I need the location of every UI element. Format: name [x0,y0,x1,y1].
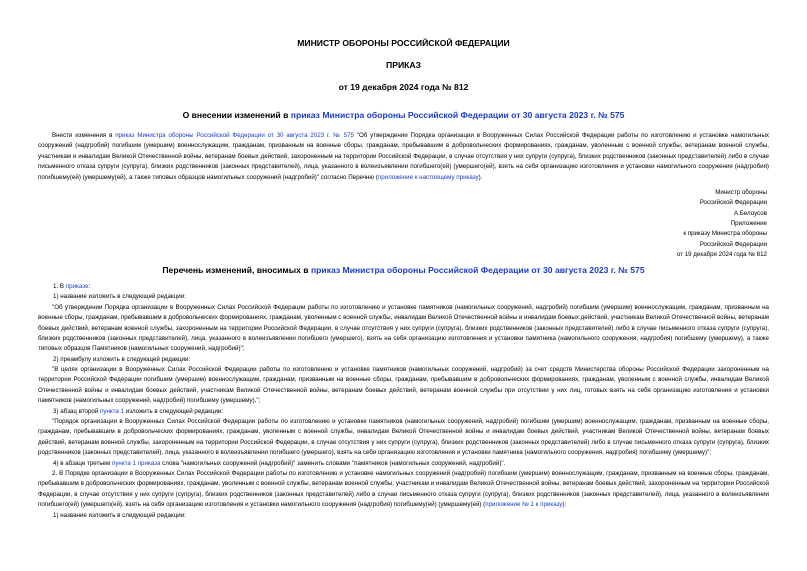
item-1-order-link[interactable]: приказе [65,283,89,291]
title-order-link[interactable]: приказ Министра обороны Российской Федерации от 30 августа 2023 г. № 575 [290,110,625,120]
document-title [38,93,769,121]
item-2-paragraph [38,469,769,511]
title-text: О внесении изменений в [182,110,291,120]
intro-appendix-link[interactable]: приложение к настоящему приказу [377,173,479,181]
changes-list-title [38,260,769,276]
item-1-text: 1. В [53,283,66,291]
item-1-2: 2) преамбулу изложить в следующей редакции: [53,355,191,363]
item-1 [38,282,769,292]
item-1-3-link[interactable]: пункта 1 [100,407,125,415]
appendix-label: Приложение [730,219,767,227]
item-1-4 [38,459,769,469]
signature-position: Министр обороны [715,189,767,197]
signature-name: А.Белоусов [733,209,767,217]
changes-title-text: Перечень изменений, вносимых в [162,265,311,276]
item-2-text: 2. В Порядке организации в Вооруженных Силах Российской Федерации работы по изготовлению и установке намогильных сооружений (надгробий) погибшим (умершим) военнослужащим, гражданам, призванным на военные сборы, гражданам, пребывавшим в добровольческих формированиях, гражданам, уволенным с военной службы, ветеранам военной службы, участникам и инвалидам Великой Отечественной войны, ветеранам боевых действий, захороненным на территории Российской Федерации, в случае отсутствия у них супруги (супруга), близких родственников (законных представителей) либо в случае письменного отказа супруги (супруга), близких родственников (законных представителей), лица, указанного в волеизъявлении погибшего(ей) (умершего(ей), взять на себя организацию изготовления и установки намогильного сооружения (надгробия) погибшему(ей) (умершему(ей) ( [38,469,769,509]
item-1-4-text: 4) в абзаце третьем [53,459,112,467]
appendix-org: Российской Федерации [699,240,767,248]
item-2-1: 1) название изложить в следующей редакции: [53,511,186,519]
intro-text-pre: Внести изменения в [52,132,116,139]
item-1-3 [38,407,769,417]
item-1-4-link[interactable]: пункта 1 приказа [111,459,161,467]
document-date-number: от 19 декабря 2024 года № 812 [338,82,469,92]
intro-paragraph [38,121,769,183]
appendix-ref: к приказу Министра обороны [683,230,767,238]
changes-title-order-link[interactable]: приказ Министра обороны Российской Федерации от 30 августа 2023 г. № 575 [310,265,645,276]
intro-order-link[interactable]: приказ Министра обороны Российской Федерации от 30 августа 2023 г. № 575 [115,132,354,139]
item-2-tail: ): [562,501,567,509]
issuing-authority: МИНИСТР ОБОРОНЫ РОССИЙСКОЙ ФЕДЕРАЦИИ [297,38,510,48]
intro-text-body: "Об утверждении Порядка организации в Вооруженных Силах Российской Федерации работы по изготовлению и установке намогильных сооружений (надгробий) погибшим (умершим) военнослужащим, гражданам, призванным на военные сборы, гражданам, пребывавшим в добровольческих формированиях, гражданам, уволенным с военной службы, ветеранам военной службы, участникам и инвалидам Великой Отечественной войны, ветеранам боевых действий, захороненным на территории Российской Федерации, в случае отсутствия у них супруги (супруга), близких родственников (законных представителей) либо в случае письменного отказа супруги (супруга), близких родственников (законных представителей), лица, указанного в волеизъявлении погибшего(ей) (умершего(ей), взять на себя организацию изготовления и установки намогильного сооружения (надгробия) погибшему(ей) (умершему(ей), а также типовых образцов намогильных сооружений (надгробий)" согласно Перечню ( [38,132,769,181]
item-1-3-tail: изложить в следующей редакции: [124,407,224,415]
signature-org: Российской Федерации [699,199,767,207]
quote-preamble: "В целях организации в Вооруженных Силах Российской Федерации работы по изготовлению и установке памятников (намогильных сооружений, надгробий) за счет средств Министерства обороны Российской Федерации захороненным на территории Российской Федерации погибшим (умершим) военнослужащим, гражданам, призванным на военные сборы, гражданам, пребывавшим в добровольческих формированиях, гражданам, уволенным с военной службы, инвалидам Великой Отечественной войны и инвалидам боевых действий, участникам Великой Отечественной войны, ветеранам боевых действий, ветеранам военной службы при отсутствии у них лиц, готовых взять на себя организацию изготовления и установки памятников (намогильных сооружений, надгробий) погибшему (умершему),"; [38,366,769,405]
changes-body [38,276,769,521]
signature-block [38,183,769,219]
item-1-4-tail: слова "намогильных сооружений (надгробий)" заменить словами "памятников (намогильных сооружений, надгробий)". [160,459,506,467]
appendix-date: от 19 декабря 2024 года № 812 [676,250,767,258]
item-1-3-text: 3) абзац второй [53,407,101,415]
quote-paragraph-2: "Порядок организации в Вооруженных Силах Российской Федерации работы по изготовлению и установке памятников (намогильных сооружений, надгробий) погибшим (умершим) военнослужащим, гражданам, призванным на военные сборы, гражданам, пребывавшим в добровольческих формированиях, гражданам, уволенным с военной службы, инвалидам Великой Отечественной войны и инвалидам боевых действий, участникам Великой Отечественной войны, ветеранам боевых действий, ветеранам военной службы, захороненным на территории Российской Федерации, в случае отсутствия у них супруги (супруга), близких родственников (законных представителей) либо в случае письменного отказа супруги (супруга), близких родственников (законных представителей), лица, указанного в волеизъявлении погибшего (умершего), взять на себя организацию изготовления и установки памятника (намогильного сооружения, надгробия) погибшему (умершему)"; [38,417,769,457]
quote-title: "Об утверждении Порядка организации в Вооруженных Силах Российской Федерации работы по изготовлению и установке памятников (намогильных сооружений, надгробий) погибшим (умершим) военнослужащим, гражданам, призванным на военные сборы, гражданам, пребывавшим в добровольческих формированиях, гражданам, уволенным с военной службы, инвалидам Великой Отечественной войны и инвалидам боевых действий, участникам Великой Отечественной войны, ветеранам боевых действий, ветеранам военной службы, захороненным на территории Российской Федерации, в случае отсутствия у них супруги (супруга), близких родственников (законных представителей) либо в случае письменного отказа супруги (супруга), близких родственников (законных представителей), лица, указанного в волеизъявлении погибшего (умершего), взять на себя организацию изготовления и установки памятника (намогильного сооружения, надгробия) погибшему (умершему), а также типовых образцов Памятников (намогильных сооружений, надгробий)"; [38,303,769,353]
item-2-appendix-link[interactable]: приложение № 1 к приказу [485,501,563,509]
document-type: ПРИКАЗ [386,60,421,70]
item-1-1: 1) название изложить в следующей редакции: [53,293,186,301]
intro-text-post: ). [478,173,483,181]
item-1-colon: : [88,283,91,291]
appendix-block [38,219,769,260]
